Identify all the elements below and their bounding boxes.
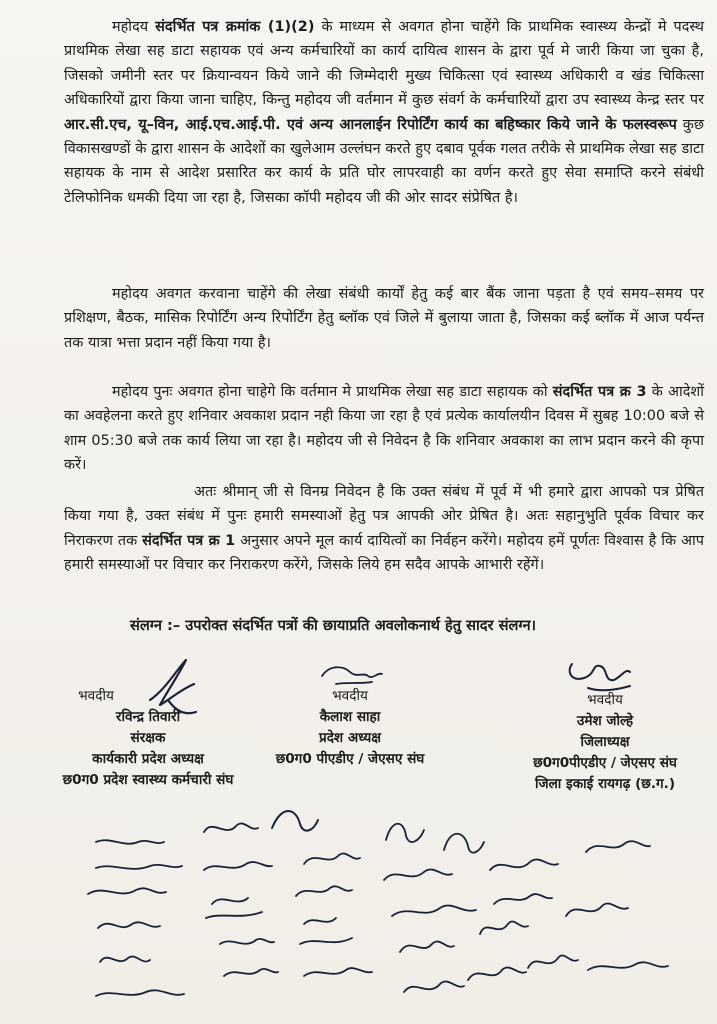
- paragraph-4: [64, 480, 704, 578]
- signature-mark-16: [304, 968, 372, 976]
- signature-mark-7: [204, 823, 258, 832]
- signature-mark-25: [490, 859, 558, 870]
- signatory-1-org: छ0ग0 प्रदेश स्वास्थ्य कर्मचारी संघ: [62, 772, 234, 788]
- signature-mark-26: [494, 894, 552, 904]
- signature-mark-28: [586, 841, 650, 852]
- signature-mark-5: [100, 956, 150, 962]
- signatory-3: [500, 690, 710, 795]
- signatory-1-greeting: भवदीय: [78, 688, 114, 704]
- signature-mark-18: [384, 869, 452, 880]
- signature-mark-6: [96, 990, 184, 996]
- signature-mark-9: [206, 898, 262, 918]
- signatory-3-greeting: भवदीय: [587, 692, 623, 708]
- signature-mark-4: [98, 922, 160, 928]
- signature-mark-17: [386, 824, 424, 842]
- signatory-1: [28, 686, 268, 791]
- signature-mark-11: [224, 969, 278, 976]
- signature-mark-14: [296, 886, 352, 896]
- signatory-1-name: रविन्द्र तिवारी: [115, 709, 181, 725]
- signature-mark-27: [528, 955, 578, 968]
- signature-kailash: [322, 667, 382, 684]
- signatory-1-role: संरक्षक: [130, 730, 166, 746]
- signature-mark-21: [404, 981, 464, 992]
- signatory-2-role: प्रदेश अध्यक्ष: [318, 730, 382, 746]
- signature-mark-8: [204, 862, 272, 870]
- enclosure-line: संलग्न :– उपरोक्त संदर्भित पत्रों की छायाप्रति अवलोकनार्थ हेतु सादर संलग्न।: [130, 617, 537, 634]
- paragraph-3: [64, 380, 704, 478]
- signature-umesh: [570, 664, 630, 690]
- signature-mark-23: [480, 921, 528, 934]
- p3-bold-ref: संदर्भित पत्र क्र 3: [552, 384, 647, 400]
- signature-mark-2: [96, 865, 182, 869]
- signature-mark-12: [272, 811, 318, 831]
- p1-text-3: कुछ विकासखण्डों के द्वारा शासन के आदेशों का खुलेआम उल्लंघन करते हुए दबाव पूर्वक गलत तरीके से प्राथमिक लेखा सह डाटा सहायक के नाम से आदेश प्रसारित कर कार्य के प्रति घोर लापरवाही का वर्णन करते हुए सेवा समाप्ति करने संबंधी टेलिफोनिक धमकी दिया जा रहा है, जिसका कॉपी महोदय जी की ओर सादर संप्रेषित है।: [64, 116, 704, 206]
- signature-mark-1: [96, 840, 164, 843]
- signature-mark-19: [392, 905, 476, 916]
- signature-mark-20: [400, 941, 454, 952]
- p4-bold-ref: संदर्भित पत्र क्र 1: [142, 532, 236, 549]
- signatory-2-name: कैलाश साहा: [319, 709, 381, 725]
- signatory-3-role: जिलाध्यक्ष: [580, 734, 630, 750]
- signature-mark-30: [588, 962, 668, 970]
- signatory-2-org: छ0ग0 पीएडीए / जेएसए संघ: [275, 751, 425, 767]
- signatory-2-greeting: भवदीय: [332, 688, 368, 704]
- signature-mark-22: [444, 834, 484, 853]
- p3-text-2: के आदेशों का अवहेलना करते हुए शनिवार अवकाश प्रदान नही किया जा रहा है एवं प्रत्येक कार्यालयीन दिवस में सुबह 10:00 बजे से शाम 05:30 बजे तक कार्य लिया जा रहा है। महोदय जी से निवेदन है कि शनिवार अवकाश का लाभ प्रदान करने की कृपा करें।: [64, 384, 704, 474]
- p4-text-1: अतः श्रीमान् जी से विनम्र निवेदन है कि उक्त संबंध में पूर्व में भी हमारे द्वारा आपको पत्र प्रेषित किया गया है, उक्त संबंध में पुनः हमारी समस्याओं हेतु पत्र आपकी ओर प्रेषित है। अतः सहानुभुति पूर्वक विचार कर निराकरण तक: [64, 484, 704, 549]
- paragraph-1: [64, 15, 704, 210]
- signature-mark-24: [468, 967, 526, 980]
- signatory-3-org: छ0ग0पीएडीए / जेएसए संघ: [533, 755, 677, 771]
- signatory-3-name: उमेश जोल्हे: [576, 713, 634, 729]
- p1-bold-ref: संदर्भित पत्र क्रमांक (1)(2): [155, 19, 315, 35]
- p1-text-1: महोदय: [112, 19, 156, 35]
- p3-text-1: महोदय पुनः अवगत होना चाहेगे कि वर्तमान मे प्राथमिक लेखा सह डाटा सहायक को: [112, 384, 553, 400]
- signatory-2: [240, 686, 460, 770]
- p4-text-2: अनुसार अपने मूल कार्य दायित्वों का निर्वहन करेंगे। महोदय हमें पूर्णतः विश्वास है कि आप हमारी समस्याओं पर विचार कर निराकरण करेंगे, जिसके लिये हम सदैव आपके आभारी रहेंगें।: [64, 532, 705, 574]
- signature-mark-29: [566, 903, 628, 916]
- signature-mark-15: [300, 918, 352, 944]
- p1-text-2: के माध्यम से अवगत होना चाहेंगे कि प्राथमिक स्वास्थ्य केन्द्रों मे पदस्थ प्राथमिक लेखा सह डाटा सहायक एवं अन्य कर्मचारियों का कार्य दायित्व शासन के द्वारा पूर्व मे जारी किया जा चुका है, जिसको जमीनी स्तर पर क्रियान्वयन किये जाने की जिम्मेदारी मुख्य चिकित्सा एवं स्वास्थ्य अधिकारी व खंड चिकित्सा अधिकारियों द्वारा किया जाना चाहिए, किन्तु महोदय जी वर्तमान में कुछ संवर्ग के कर्मचारियों द्वारा उप स्वास्थ्य केन्द्र स्तर पर: [64, 19, 704, 109]
- signature-mark-13: [304, 853, 360, 864]
- signature-mark-3: [88, 888, 166, 894]
- signatory-3-unit: जिला इकाई रायगढ़ (छ.ग.): [534, 776, 676, 792]
- signature-mark-10: [220, 939, 274, 944]
- paragraph-2: महोदय अवगत करवाना चाहेंगे की लेखा संबंधी कार्यों हेतु कई बार बैंक जाना पड़ता है एवं समय–समय पर प्रशिक्षण, बैठक, मासिक रिपोर्टिंग अन्य रिपोर्टिंग हेतु ब्लॉक एवं जिले में बुलाया जाता है, जिसका कई ब्लॉक में आज पर्यन्त तक यात्रा भत्ता प्रदान नहीं किया गया है।: [64, 286, 704, 351]
- signatory-1-title: कार्यकारी प्रदेश अध्यक्ष: [92, 751, 204, 767]
- p1-bold-boycott: आर.सी.एच, यू–विन, आई.एच.आई.पी. एवं अन्य आनलाईन रिपोर्टिंग कार्य का बहिष्कार किये जाने के फलस्वरूप: [64, 116, 677, 133]
